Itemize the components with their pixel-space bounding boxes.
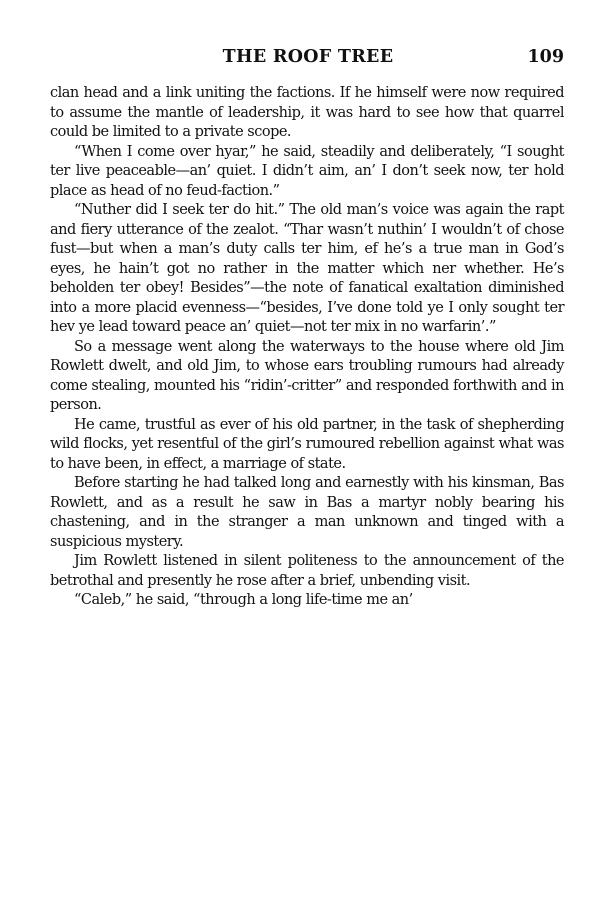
running-head — [52, 44, 564, 70]
paragraph-6: Before starting he had talked long and earnestly with his kinsman, Bas Rowlett, and as a result he saw in Bas a martyr nobly bearing his chastening, and in the stranger a man unknown and tinged with a suspicious mystery. — [50, 475, 564, 550]
paragraph-2: “When I come over hyar,” he said, steadily and deliberately, “I sought ter live peaceable—an’ quiet. I didn’t aim, an’ I don’t seek now, ter hold place as head of no feud-faction.” — [50, 143, 564, 199]
running-title: THE ROOF TREE — [222, 47, 394, 67]
body-text — [50, 84, 564, 611]
paragraph-4: So a message went along the waterways to the house where old Jim Rowlett dwelt, and old Jim, to whose ears troubling rumours had already come stealing, mounted his “ridin’-critter” and responded forthwith and in person. — [50, 338, 564, 413]
paragraph-3: “Nuther did I seek ter do hit.” The old man’s voice was again the rapt and fiery utterance of the zealot. “Thar wasn’t nuthin’ I wouldn’t of chose fust—but when a man’s duty calls ter him, ef he’s a true man in God’s eyes, he hain’t got no rather in the matter which ner whether. He’s beholden ter obey! Besides”—the note of fanatical exaltation diminished into a more placid evenness—“besides, I’ve done told ye I only sought ter hev ye lead toward peace an’ quiet—not ter mix in no warfarin’.” — [50, 202, 564, 335]
paragraph-1: clan head and a link uniting the factions. If he himself were now required to assume the mantle of leadership, it was hard to see how that quarrel could be limited to a private scope. — [50, 85, 564, 140]
page-number: 109 — [527, 47, 564, 67]
paragraph-5: He came, trustful as ever of his old partner, in the task of shepherding wild flocks, yet resentful of the girl’s rumoured rebellion against what was to have been, in effect, a marriage of state. — [50, 416, 564, 472]
paragraph-7: Jim Rowlett listened in silent politeness to the announcement of the betrothal and presently he rose after a brief, unbending visit. — [50, 553, 564, 589]
paragraph-8: “Caleb,” he said, “through a long life-time me an’ — [74, 592, 413, 608]
